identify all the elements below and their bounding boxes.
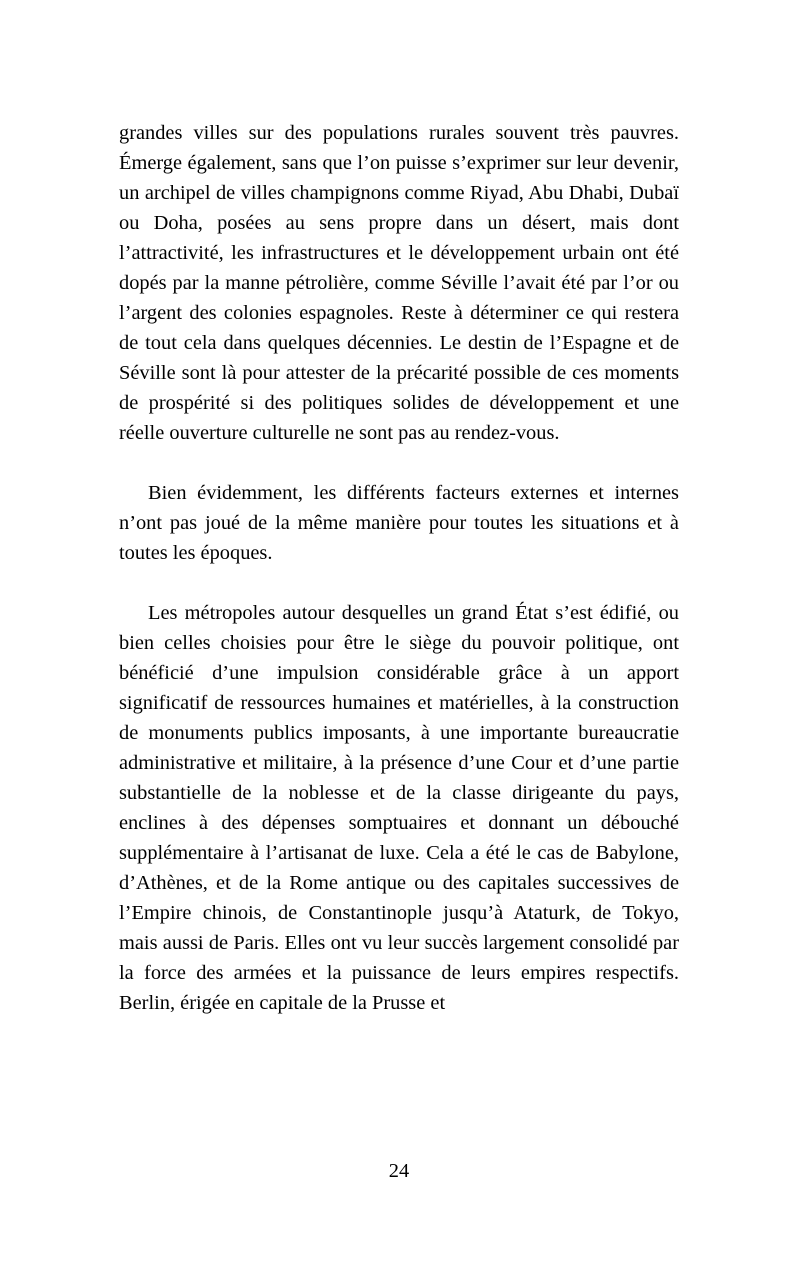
- paragraph-metropoles: Les métropoles autour desquelles un grand État s’est édifié, ou bien celles choisies pour être le siège du pouvoir politique, ont bénéficié d’une impulsion considérable grâce à un apport significatif de ressources humaines et matérielles, à la construction de monuments publics imposants, à une importante bureaucratie administrative et militaire, à la présence d’une Cour et d’une partie substantielle de la noblesse et de la classe dirigeante du pays, enclines à des dépenses somptuaires et donnant un débouché supplémentaire à l’artisanat de luxe. Cela a été le cas de Babylone, d’Athènes, et de la Rome antique ou des capitales successives de l’Empire chinois, de Constantinople jusqu’à Ataturk, de Tokyo, mais aussi de Paris. Elles ont vu leur succès largement consolidé par la force des armées et la puissance de leurs empires respectifs. Berlin, érigée en capitale de la Prusse et: [119, 602, 679, 1014]
- paragraph-external-internal-factors: Bien évidemment, les différents facteurs externes et internes n’ont pas joué de la même manière pour toutes les situations et à toutes les époques.: [119, 482, 679, 564]
- page-body: [119, 118, 679, 1048]
- paragraph-continued: grandes villes sur des populations rurales souvent très pauvres. Émerge également, sans que l’on puisse s’exprimer sur leur devenir, un archipel de villes champignons comme Riyad, Abu Dhabi, Dubaï ou Doha, posées au sens propre dans un désert, mais dont l’attractivité, les infrastructures et le développement urbain ont été dopés par la manne pétrolière, comme Séville l’avait été par l’or ou l’argent des colonies espagnoles. Reste à déterminer ce qui restera de tout cela dans quelques décennies. Le destin de l’Espagne et de Séville sont là pour attester de la précarité possible de ces moments de prospérité si des politiques solides de développement et une réelle ouverture culturelle ne sont pas au rendez-vous.: [119, 122, 679, 444]
- page-number: 24: [388, 1160, 410, 1182]
